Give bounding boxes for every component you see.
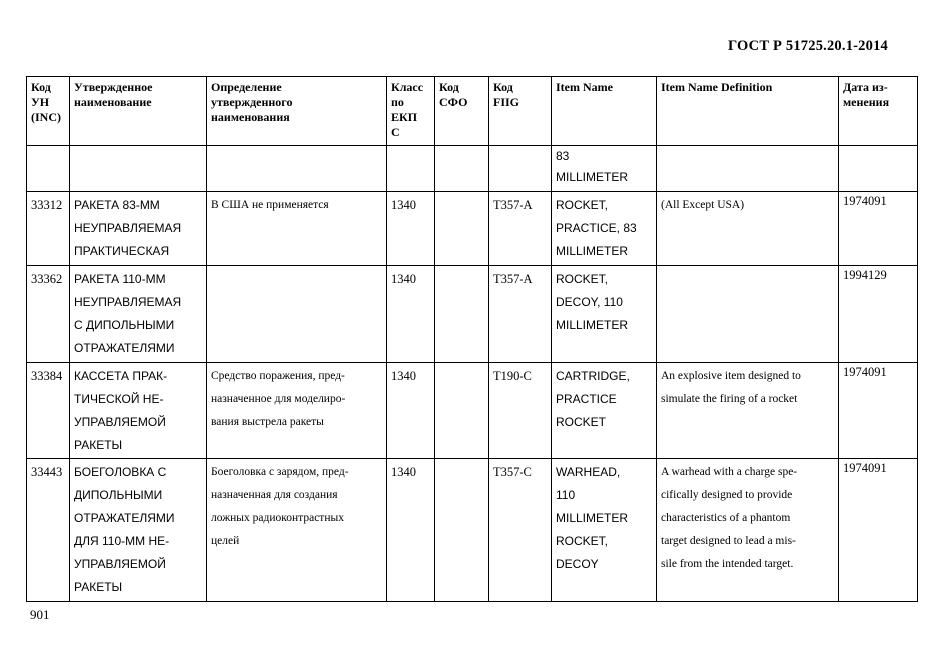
cell-definition: Боеголовка с зарядом, пред- назначенная для создания ложных радиоконтрастных целей — [207, 459, 387, 602]
cell-fiig: T357-A — [489, 192, 552, 266]
table-row — [27, 192, 918, 266]
col-header-sfo: Код СФО — [435, 77, 489, 146]
cell-class — [387, 146, 435, 192]
cell-date: 1974091 — [839, 459, 918, 602]
cell-inc: 33362 — [27, 266, 70, 363]
cell-item-name: ROCKET, DECOY, 110 MILLIMETER — [552, 266, 657, 363]
cell-fiig — [489, 146, 552, 192]
cell-item-definition — [657, 266, 839, 363]
cell-item-name: CARTRIDGE, PRACTICE ROCKET — [552, 363, 657, 459]
page-number: 901 — [30, 607, 50, 622]
cell-sfo — [435, 192, 489, 266]
cell-sfo — [435, 266, 489, 363]
col-header-class: Класс по ЕКП С — [387, 77, 435, 146]
col-header-item-name: Item Name — [552, 77, 657, 146]
cell-item-definition: An explosive item designed to simulate the firing of a rocket — [657, 363, 839, 459]
cell-sfo — [435, 363, 489, 459]
header-row — [27, 77, 918, 146]
cell-item-definition: A warhead with a charge spe- cifically designed to provide characteristics of a phantom target designed to lead a mis- sile from the intended target. — [657, 459, 839, 602]
cell-item-definition — [657, 146, 839, 192]
table-row — [27, 459, 918, 602]
cell-fiig: T357-A — [489, 266, 552, 363]
cell-fiig: T357-C — [489, 459, 552, 602]
table-row — [27, 146, 918, 192]
cell-item-name: ROCKET, PRACTICE, 83 MILLIMETER — [552, 192, 657, 266]
cell-name: БОЕГОЛОВКА С ДИПОЛЬНЫМИ ОТРАЖАТЕЛЯМИ ДЛЯ 110-ММ НЕ- УПРАВЛЯЕМОЙ РАКЕТЫ — [70, 459, 207, 602]
cell-class: 1340 — [387, 363, 435, 459]
cell-inc — [27, 146, 70, 192]
cell-date: 1994129 — [839, 266, 918, 363]
cell-class: 1340 — [387, 192, 435, 266]
cell-class: 1340 — [387, 266, 435, 363]
table-row — [27, 266, 918, 363]
standard-header: ГОСТ Р 51725.20.1-2014 — [727, 38, 888, 54]
col-header-definition: Определение утвержденного наименования — [207, 77, 387, 146]
cell-fiig: T190-C — [489, 363, 552, 459]
col-header-item-definition: Item Name Definition — [657, 77, 839, 146]
table-row — [27, 363, 918, 459]
cell-inc: 33384 — [27, 363, 70, 459]
cell-definition: В США не применяется — [207, 192, 387, 266]
cell-definition: Средство поражения, пред- назначенное для моделиро- вания выстрела ракеты — [207, 363, 387, 459]
cell-definition — [207, 266, 387, 363]
cell-name: РАКЕТА 83-ММ НЕУПРАВЛЯЕМАЯ ПРАКТИЧЕСКАЯ — [70, 192, 207, 266]
cell-class: 1340 — [387, 459, 435, 602]
cell-inc: 33443 — [27, 459, 70, 602]
cell-sfo — [435, 459, 489, 602]
cell-sfo — [435, 146, 489, 192]
cell-item-name: 83 MILLIMETER — [552, 146, 657, 192]
cell-date — [839, 146, 918, 192]
cell-inc: 33312 — [27, 192, 70, 266]
col-header-fiig: Код FIIG — [489, 77, 552, 146]
cell-name — [70, 146, 207, 192]
cell-name: РАКЕТА 110-ММ НЕУПРАВЛЯЕМАЯ С ДИПОЛЬНЫМИ ОТРАЖАТЕЛЯМИ — [70, 266, 207, 363]
cell-item-name: WARHEAD, 110 MILLIMETER ROCKET, DECOY — [552, 459, 657, 602]
col-header-approved-name: Утвержденное наименование — [70, 77, 207, 146]
cell-definition — [207, 146, 387, 192]
cell-item-definition: (All Except USA) — [657, 192, 839, 266]
catalog-table — [26, 76, 918, 602]
cell-date: 1974091 — [839, 363, 918, 459]
col-header-change-date: Дата из- менения — [839, 77, 918, 146]
col-header-inc: Код УН (INC) — [27, 77, 70, 146]
cell-name: КАССЕТА ПРАК- ТИЧЕСКОЙ НЕ- УПРАВЛЯЕМОЙ РАКЕТЫ — [70, 363, 207, 459]
cell-date: 1974091 — [839, 192, 918, 266]
